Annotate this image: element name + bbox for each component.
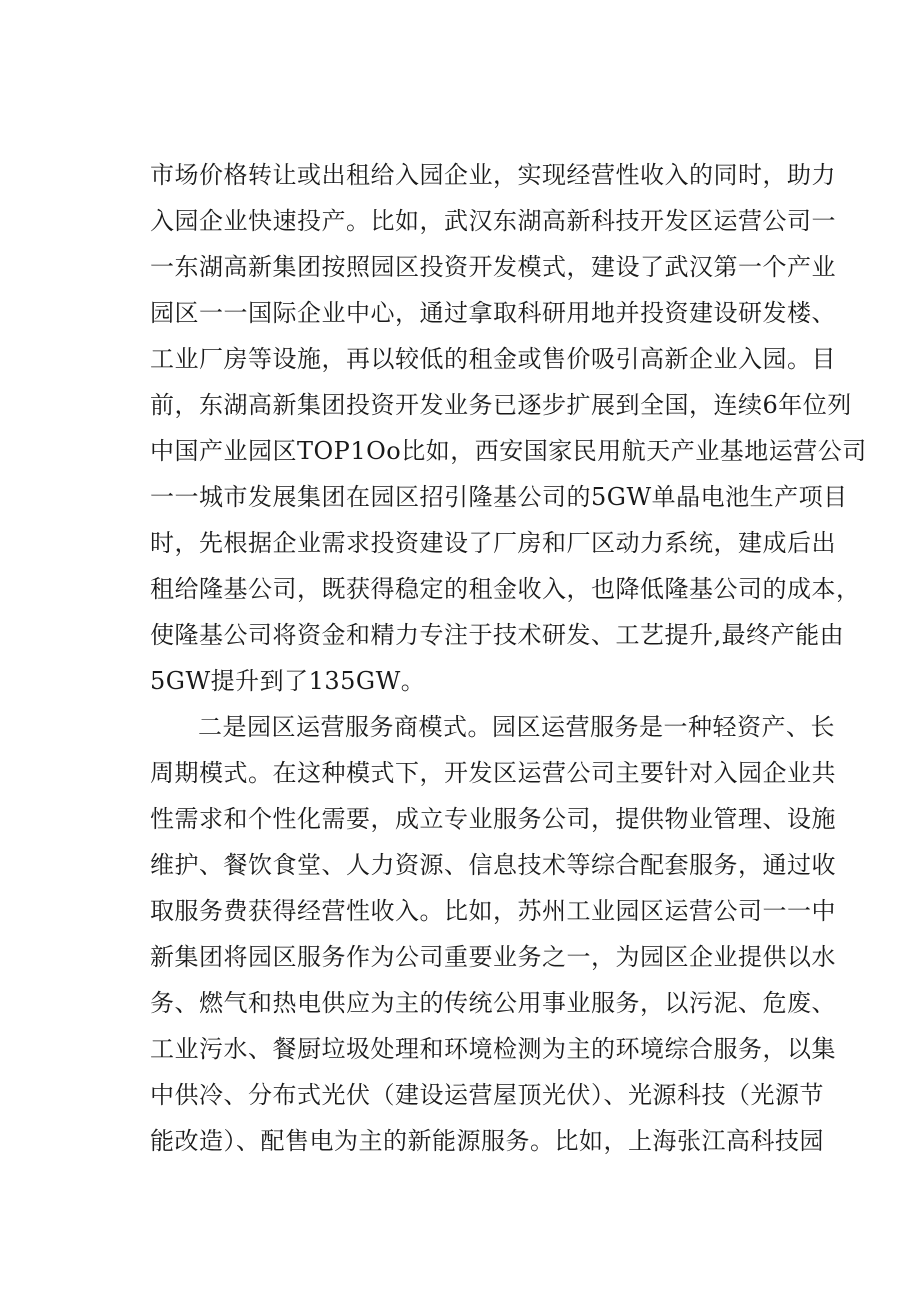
body-text: [150, 152, 867, 1164]
text-line: 入园企业快速投产。比如，武汉东湖高新科技开发区运营公司一: [150, 207, 836, 235]
text-line: 中供冷、分布式光伏（建设运营屋顶光伏）、光源科技（光源节: [150, 1081, 824, 1109]
text-line: 新集团将园区服务作为公司重要业务之一，为园区企业提供以水: [150, 943, 836, 971]
paragraph-1: [150, 152, 867, 704]
text-line: 务、燃气和热电供应为主的传统公用事业服务，以污泥、危废、: [150, 989, 836, 1017]
text-line: 5GW提升到了135GW。: [150, 667, 426, 695]
text-line: 时，先根据企业需求投资建设了厂房和厂区动力系统，建成后出: [150, 529, 836, 557]
text-line: 一东湖高新集团按照园区投资开发模式，建设了武汉第一个产业: [150, 253, 836, 281]
text-line: 租给隆基公司，既获得稳定的租金收入，也降低隆基公司的成本，: [150, 575, 861, 603]
text-line: 维护、餐饮食堂、人力资源、信息技术等综合配套服务，通过收: [150, 851, 836, 879]
text-line: 使隆基公司将资金和精力专注于技术研发、工艺提升,最终产能由: [150, 621, 845, 649]
text-line: 取服务费获得经营性收入。比如，苏州工业园区运营公司一一中: [150, 897, 836, 925]
text-line: 性需求和个性化需要，成立专业服务公司，提供物业管理、设施: [150, 805, 836, 833]
text-line: 能改造）、配售电为主的新能源服务。比如，上海张江高科技园: [150, 1127, 824, 1155]
text-line: 工业污水、餐厨垃圾处理和环境检测为主的环境综合服务，以集: [150, 1035, 836, 1063]
text-line: 园区一一国际企业中心，通过拿取科研用地并投资建设研发楼、: [150, 299, 836, 327]
text-line: 一一城市发展集团在园区招引隆基公司的5GW单晶电池生产项目: [150, 483, 848, 511]
paragraph-2: [150, 704, 836, 1164]
text-line: 周期模式。在这种模式下，开发区运营公司主要针对入园企业共: [150, 759, 836, 787]
text-line: 中国产业园区TOP1Oo比如，西安国家民用航天产业基地运营公司: [150, 437, 867, 465]
text-line: 前，东湖高新集团投资开发业务已逐步扩展到全国，连续6年位列: [150, 391, 852, 419]
text-line: 二是园区运营服务商模式。园区运营服务是一种轻资产、长: [198, 713, 835, 741]
text-line: 工业厂房等设施，再以较低的租金或售价吸引高新企业入园。目: [150, 345, 836, 373]
text-line: 市场价格转让或出租给入园企业，实现经营性收入的同时，助力: [150, 161, 836, 189]
